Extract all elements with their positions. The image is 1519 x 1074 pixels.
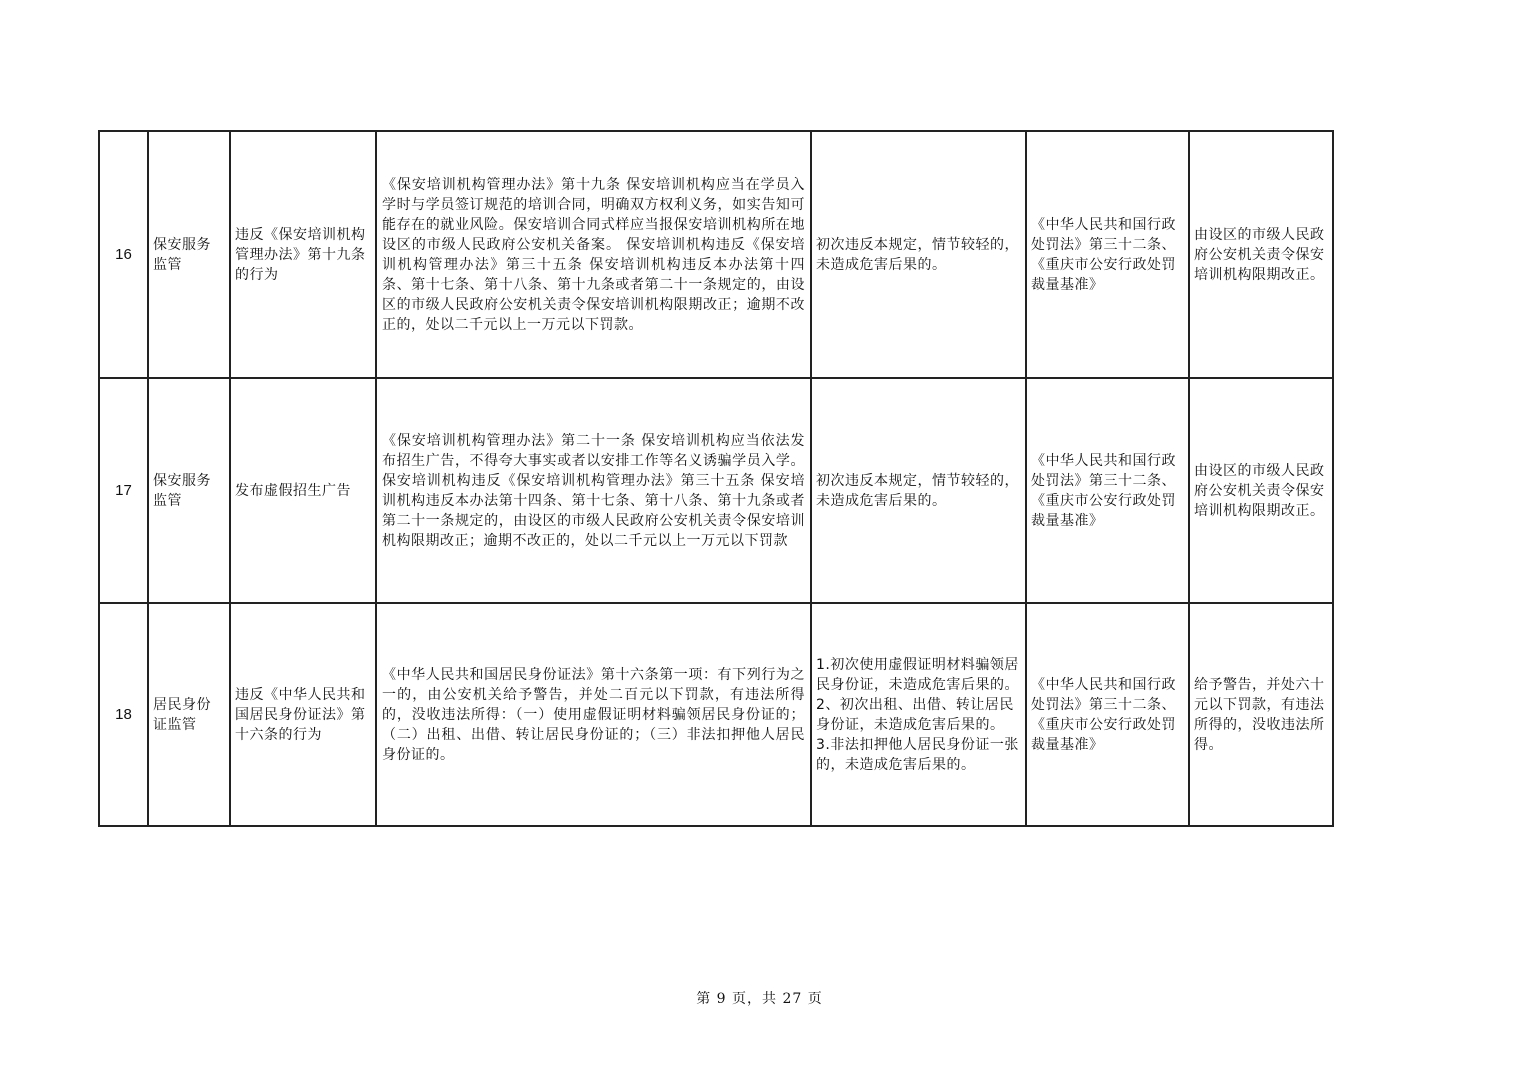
penalty-cell: 由设区的市级人民政府公安机关责令保安培训机构限期改正。 [1189,131,1333,378]
legal-basis-cell: 《中华人民共和国居民身份证法》第十六条第一项：有下列行为之一的，由公安机关给予警告，并处二百元以下罚款，有违法所得的，没收违法所得：（一）使用虚假证明材料骗领居民身份证的；（二）出租、出借、转让居民身份证的；（三）非法扣押他人居民身份证的。 [376,603,811,826]
circumstance-cell [811,131,1026,378]
row-number: 18 [99,603,148,826]
table-row [99,131,1333,378]
grounds-cell: 《中华人民共和国行政处罚法》第三十二条、《重庆市公安行政处罚裁量基准》 [1026,378,1189,603]
page-number-footer: 第 9 页，共 27 页 [696,991,823,1007]
circumstance-item: 2、初次出租、出借、转让居民身份证，未造成危害后果的。 [816,696,1014,733]
category-cell: 居民身份证监管 [148,603,230,826]
legal-basis-cell: 《保安培训机构管理办法》第二十一条 保安培训机构应当依法发布招生广告，不得夸大事实或者以安排工作等名义诱骗学员入学。 保安培训机构违反《保安培训机构管理办法》第三十五条 保安培训机构违反本办法第十四条、第十七条、第十八条、第十九条或者第二十一条规定的，由设区的市级人民政府公安机关责令保安培训机构限期改正；逾期不改正的，处以二千元以上一万元以下罚款 [376,378,811,603]
behavior-cell: 违反《中华人民共和国居民身份证法》第十六条的行为 [230,603,376,826]
table-row [99,378,1333,603]
behavior-cell: 违反《保安培训机构管理办法》第十九条的行为 [230,131,376,378]
penalty-cell: 给予警告，并处六十元以下罚款，有违法所得的，没收违法所得。 [1189,603,1333,826]
grounds-cell: 《中华人民共和国行政处罚法》第三十二条、《重庆市公安行政处罚裁量基准》 [1026,131,1189,378]
table-row [99,603,1333,826]
penalty-rules-table [98,130,1334,827]
category-cell: 保安服务监管 [148,378,230,603]
grounds-cell: 《中华人民共和国行政处罚法》第三十二条、《重庆市公安行政处罚裁量基准》 [1026,603,1189,826]
circumstance-cell [811,603,1026,826]
circumstance-cell [811,378,1026,603]
row-number: 17 [99,378,148,603]
circumstance-item: 初次违反本规定，情节较轻的，未造成危害后果的。 [816,472,1019,509]
circumstance-item: 初次违反本规定，情节较轻的，未造成危害后果的。 [816,236,1019,273]
category-cell: 保安服务监管 [148,131,230,378]
row-number: 16 [99,131,148,378]
penalty-cell: 由设区的市级人民政府公安机关责令保安培训机构限期改正。 [1189,378,1333,603]
circumstance-item: 3.非法扣押他人居民身份证一张的，未造成危害后果的。 [816,736,1019,773]
behavior-cell: 发布虚假招生广告 [230,378,376,603]
legal-basis-cell: 《保安培训机构管理办法》第十九条 保安培训机构应当在学员入学时与学员签订规范的培训合同，明确双方权利义务，如实告知可能存在的就业风险。保安培训合同式样应当报保安培训机构所在地设区的市级人民政府公安机关备案。 保安培训机构违反《保安培训机构管理办法》第三十五条 保安培训机构违反本办法第十四条、第十七条、第十八条、第十九条或者第二十一条规定的，由设区的市级人民政府公安机关责令保安培训机构限期改正；逾期不改正的，处以二千元以上一万元以下罚款。 [376,131,811,378]
circumstance-item: 1.初次使用虚假证明材料骗领居民身份证，未造成危害后果的。 [816,656,1019,693]
